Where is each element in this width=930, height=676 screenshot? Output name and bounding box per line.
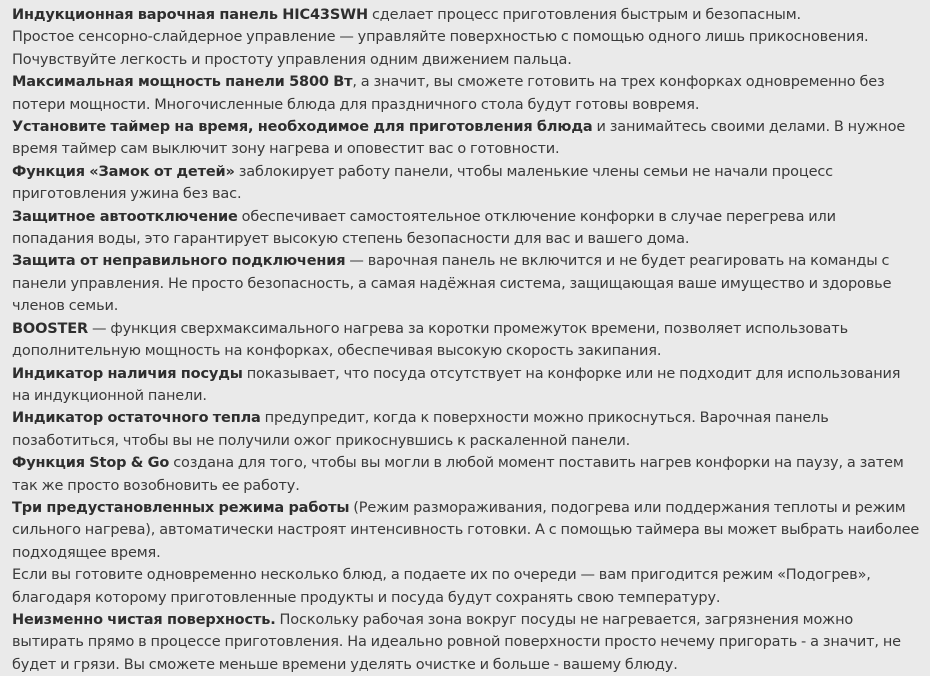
paragraph-child-lock xyxy=(12,161,920,206)
paragraph-text: сделает процесс приготовления быстрым и безопасным. xyxy=(368,7,801,23)
paragraph-text: обеспечивает самостоятельное отключение конфорки в случае перегрева или попадания воды, это гарантирует высокую степень безопасности для вас и вашего дома. xyxy=(12,208,836,248)
paragraph-preset-modes xyxy=(12,497,920,564)
paragraph-residual-heat xyxy=(12,407,920,452)
paragraph-text: — варочная панель не включится и не будет реагировать на команды с панели управления. Не просто безопасность, а самая надёжная система, защищающая ваше имущество и здоровье членов семьи. xyxy=(12,253,892,315)
paragraph-heading: Функция «Замок от детей» xyxy=(12,163,235,180)
paragraph-timer xyxy=(12,116,920,161)
paragraph-text: создана для того, чтобы вы могли в любой момент поставить нагрев конфорки на паузу, а затем так же просто возобновить ее работу. xyxy=(12,455,904,494)
paragraph-control xyxy=(12,26,920,71)
paragraph-text: Поскольку рабочая зона вокруг посуды не нагревается, загрязнения можно вытирать прямо в процессе приготовления. На идеально ровной поверхности просто нечему пригорать - а значит, не будет и грязи. Вы сможете меньше времени уделять очистке и больше - вашему блюду. xyxy=(12,611,901,673)
paragraph-clean-surface xyxy=(12,609,920,676)
paragraph-warming xyxy=(12,564,920,609)
paragraph-heading: Защита от неправильного подключения xyxy=(12,253,346,270)
paragraph-text: — функция сверхмаксимального нагрева за коротки промежуток времени, позволяет использовать дополнительную мощность на конфорках, обеспечивая высокую скорость закипания. xyxy=(12,320,848,360)
paragraph-heading: Установите таймер на время, необходимое для приготовления блюда xyxy=(12,119,593,136)
paragraph-text: показывает, что посуда отсутствует на конфорке или не подходит для использования на индукционной панели. xyxy=(12,365,901,404)
paragraph-heading: Индукционная варочная панель HIC43SWH xyxy=(12,7,368,23)
paragraph-booster xyxy=(12,318,920,363)
paragraph-heading: Индикатор остаточного тепла xyxy=(12,410,261,427)
paragraph-text: заблокирует работу панели, чтобы маленькие члены семьи не начали процесс приготовления ужина без вас. xyxy=(12,163,834,203)
paragraph-text: Простое сенсорно-слайдерное управление — управляйте поверхностью с помощью одного лишь прикосновения. Почувствуйте легкость и простоту управления одним движением пальца. xyxy=(12,29,869,68)
paragraph-wrong-connection xyxy=(12,250,920,317)
paragraph-stop-go xyxy=(12,452,920,497)
paragraph-text: Если вы готовите одновременно несколько блюд, а подаете их по очереди — вам пригодится режим «Подогрев», благодаря которому приготовленные продукты и посуда будут сохранять свою температуру. xyxy=(12,567,871,606)
paragraph-heading: Три предустановленных режима работы xyxy=(12,499,350,516)
paragraph-heading: BOOSTER xyxy=(12,320,89,337)
paragraph-heading: Защитное автоотключение xyxy=(12,208,238,225)
paragraph-text: предупредит, когда к поверхности можно прикоснуться. Варочная панель позаботиться, чтобы вы не получили ожог прикоснувшись к раскаленной панели. xyxy=(12,410,829,449)
paragraph-intro xyxy=(12,4,920,26)
paragraph-text: и занимайтесь своими делами. В нужное время таймер сам выключит зону нагрева и оповестит вас о готовности. xyxy=(12,119,906,158)
paragraph-heading: Индикатор наличия посуды xyxy=(12,365,243,382)
paragraph-pan-indicator xyxy=(12,363,920,408)
paragraph-text: (Режим размораживания, подогрева или поддержания теплоты и режим сильного нагрева), автоматически настроят интенсивность готовки. А с помощью таймера вы может выбрать наиболее подходящее время. xyxy=(12,499,920,561)
paragraph-heading: Максимальная мощность панели 5800 Вт xyxy=(12,74,353,91)
paragraph-text: , а значит, вы сможете готовить на трех конфорках одновременно без потери мощности. Многочисленные блюда для праздничного стола будут готовы вовремя. xyxy=(12,74,885,113)
paragraph-power xyxy=(12,71,920,116)
paragraph-heading: Неизменно чистая поверхность. xyxy=(12,611,276,628)
paragraph-auto-off xyxy=(12,206,920,251)
paragraph-heading: Функция Stop & Go xyxy=(12,455,170,472)
